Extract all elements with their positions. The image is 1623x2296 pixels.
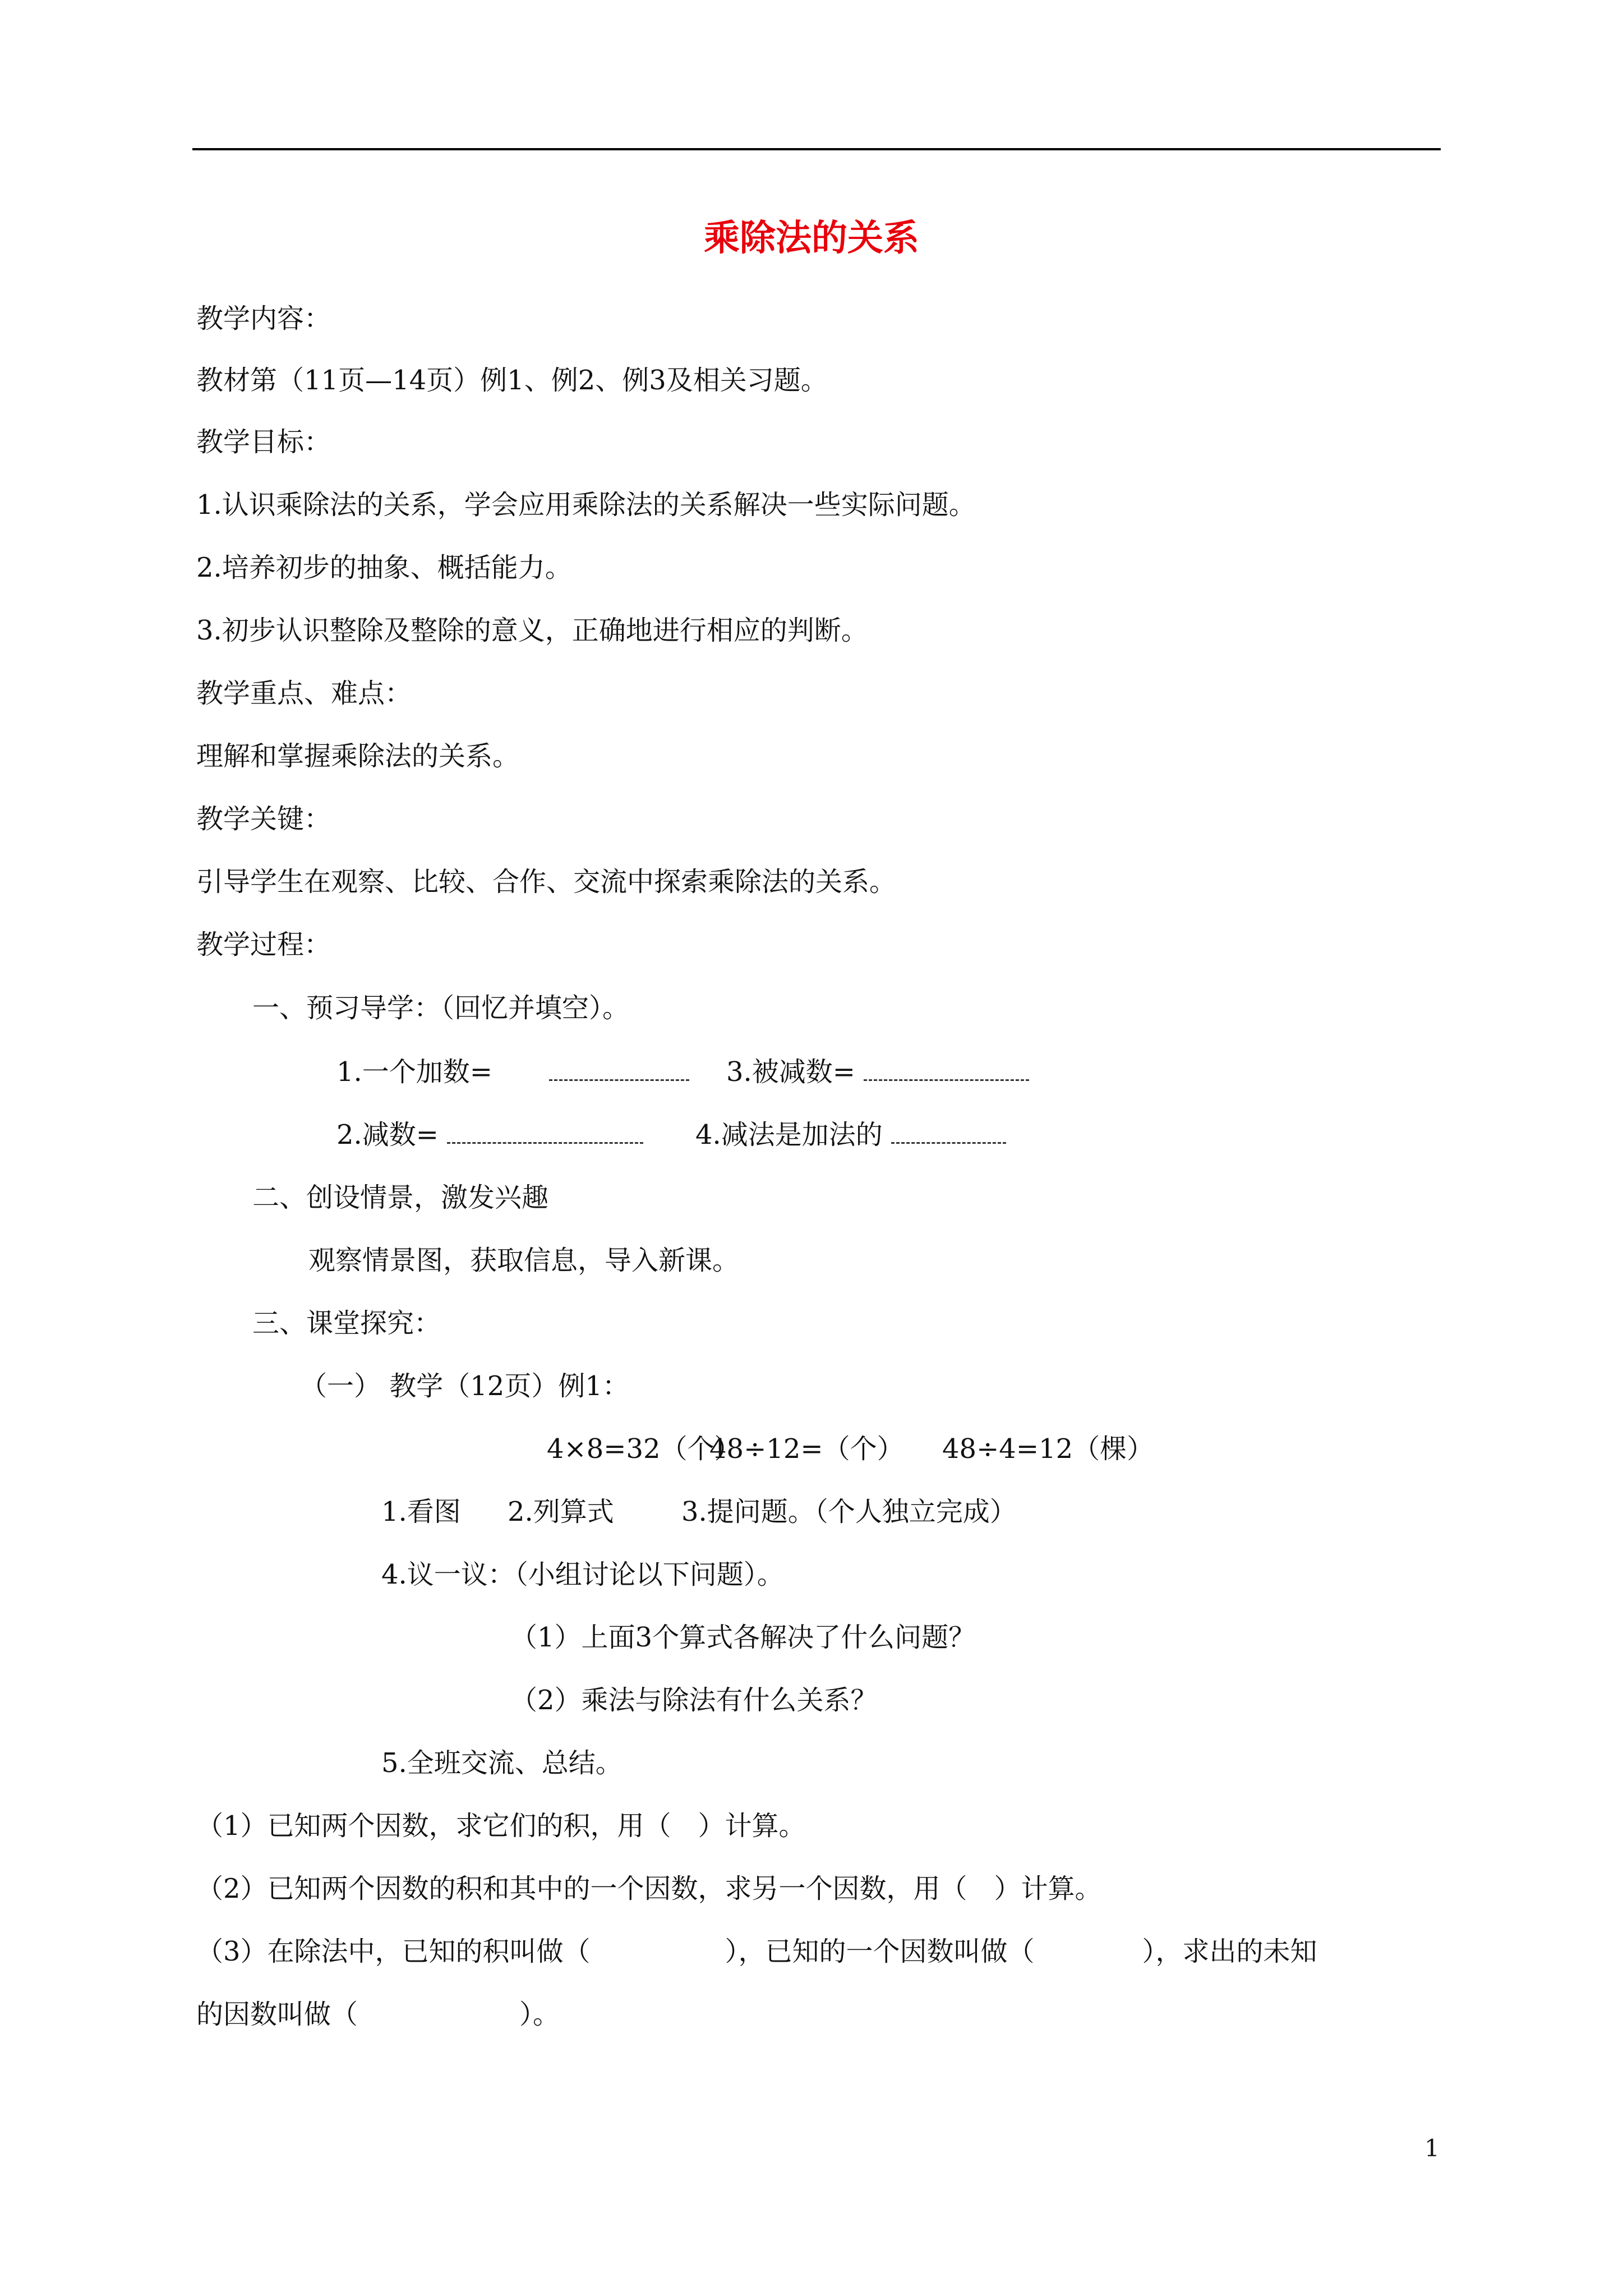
goal-1: 1.认识乘除法的关系，学会应用乘除法的关系解决一些实际问题。 bbox=[196, 489, 976, 521]
key-text: 引导学生在观察、比较、合作、交流中探索乘除法的关系。 bbox=[196, 866, 897, 898]
question-1: （1）上面3个算式各解决了什么问题？ bbox=[510, 1622, 976, 1653]
step-1: 1.看图 bbox=[381, 1496, 461, 1527]
step-5: 5.全班交流、总结。 bbox=[381, 1747, 623, 1779]
summary-3-line-2: 的因数叫做（ ）。 bbox=[196, 1999, 560, 2030]
fill-item-2 bbox=[336, 1115, 643, 1154]
page-title: 乘除法的关系 bbox=[704, 217, 919, 259]
key-heading: 教学关键： bbox=[196, 803, 331, 835]
focus-heading: 教学重点、难点： bbox=[196, 678, 412, 709]
fill-item-3-label: 3.被减数= bbox=[726, 1056, 856, 1088]
section-1-heading: 一、预习导学：（回忆并填空）。 bbox=[252, 992, 630, 1024]
sub-section-1: （一） 教学（12页）例1： bbox=[300, 1370, 629, 1402]
question-2: （2）乘法与除法有什么关系？ bbox=[510, 1685, 878, 1716]
section-2-text: 观察情景图，获取信息，导入新课。 bbox=[308, 1245, 740, 1276]
equation-1: 4×8=32（个） bbox=[547, 1433, 741, 1465]
summary-2: （2）已知两个因数的积和其中的一个因数，求另一个因数，用（ ）计算。 bbox=[196, 1873, 1102, 1904]
focus-text: 理解和掌握乘除法的关系。 bbox=[196, 740, 520, 772]
content-heading: 教学内容： bbox=[196, 303, 331, 334]
section-2-heading: 二、创设情景，激发兴趣 bbox=[252, 1182, 549, 1213]
step-3: 3.提问题。（个人独立完成） bbox=[681, 1496, 1017, 1527]
goal-2: 2.培养初步的抽象、概括能力。 bbox=[196, 552, 572, 583]
section-3-heading: 三、课堂探究： bbox=[252, 1308, 441, 1339]
goal-3: 3.初步认识整除及整除的意义，正确地进行相应的判断。 bbox=[196, 615, 868, 646]
page-number: 1 bbox=[1424, 2134, 1440, 2162]
goals-heading: 教学目标： bbox=[196, 426, 331, 458]
fill-item-4 bbox=[695, 1115, 1006, 1154]
equation-2: 48÷12=（个） bbox=[709, 1433, 904, 1465]
fill-item-2-label: 2.减数= bbox=[336, 1119, 439, 1151]
content-text: 教材第（11页—14页）例1、例2、例3及相关习题。 bbox=[196, 365, 828, 396]
fill-blank-3 bbox=[864, 1055, 1029, 1081]
step-4: 4.议一议：（小组讨论以下问题）。 bbox=[381, 1559, 784, 1590]
summary-3-line-1: （3）在除法中，已知的积叫做（ ），已知的一个因数叫做（ ），求出的未知 bbox=[196, 1936, 1317, 1967]
step-2: 2.列算式 bbox=[508, 1496, 614, 1527]
header-rule bbox=[192, 148, 1441, 150]
summary-1: （1）已知两个因数，求它们的积，用（ ）计算。 bbox=[196, 1810, 806, 1842]
fill-blank-1 bbox=[549, 1055, 689, 1081]
fill-blank-4 bbox=[891, 1117, 1006, 1144]
fill-item-3 bbox=[726, 1052, 1029, 1092]
process-heading: 教学过程： bbox=[196, 929, 331, 960]
fill-blank-2 bbox=[447, 1117, 643, 1144]
fill-item-1 bbox=[336, 1052, 689, 1092]
equation-3: 48÷4=12（棵） bbox=[942, 1433, 1154, 1465]
fill-item-4-label: 4.减法是加法的 bbox=[695, 1119, 883, 1151]
fill-item-1-label: 1.一个加数= bbox=[336, 1056, 493, 1088]
